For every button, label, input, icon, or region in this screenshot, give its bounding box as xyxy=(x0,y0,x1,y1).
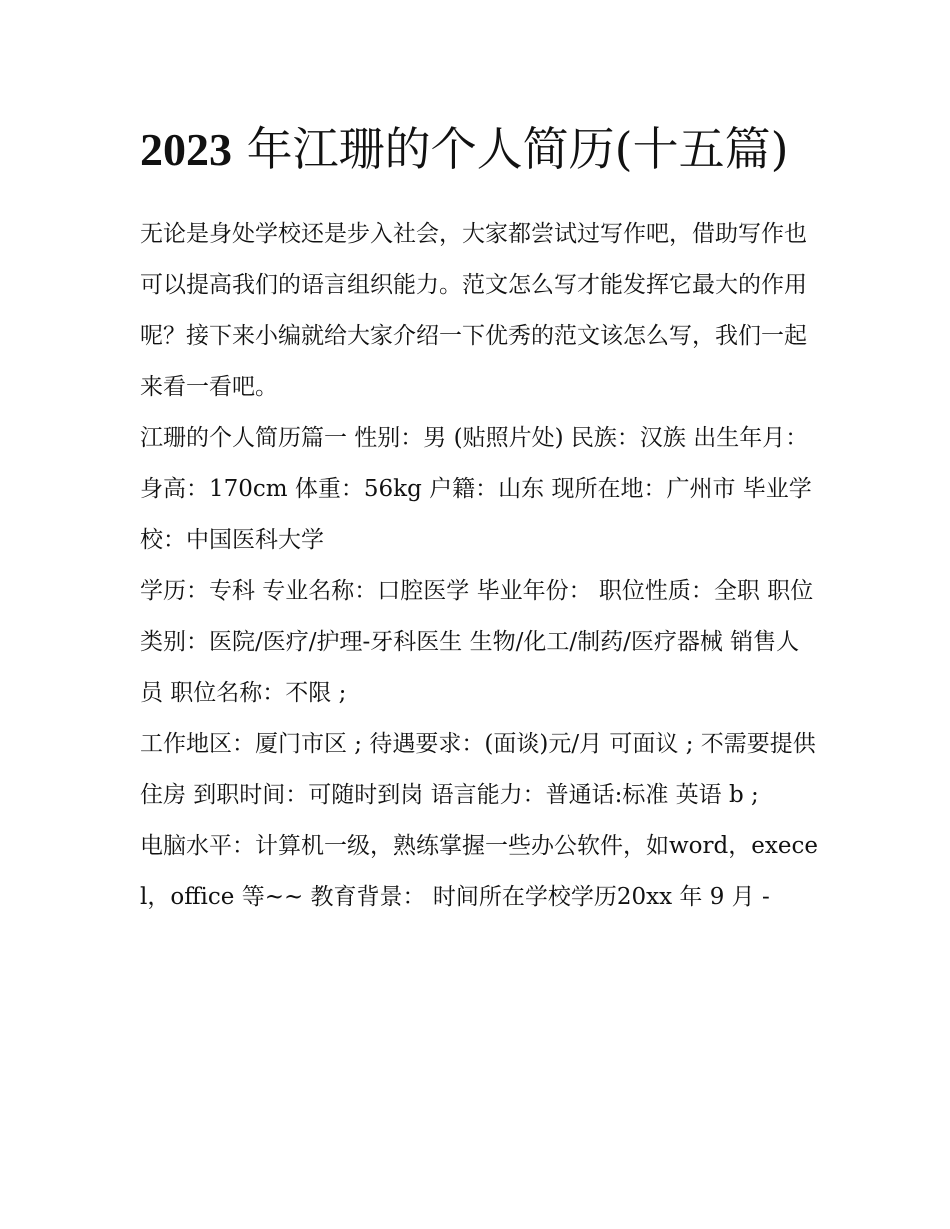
resume-work-preferences-paragraph: 工作地区：厦门市区 ; 待遇要求：(面谈)元/月 可面议 ; 不需要提供住房 到职时间：可随时到岗 语言能力：普通话:标准 英语 b ; xyxy=(140,731,816,808)
resume-education-job-paragraph: 学历：专科 专业名称：口腔医学 毕业年份： 职位性质：全职 职位类别：医院/医疗/护理-牙科医生 生物/化工/制药/医疗器械 销售人员 职位名称：不限 ; xyxy=(140,578,814,706)
document-page xyxy=(140,112,820,923)
document-body xyxy=(140,209,820,923)
intro-paragraph: 无论是身处学校还是步入社会，大家都尝试过写作吧，借助写作也可以提高我们的语言组织能力。范文怎么写才能发挥它最大的作用呢？接下来小编就给大家介绍一下优秀的范文该怎么写，我们一起来看一看吧。 xyxy=(140,221,807,400)
resume-skills-paragraph: 电脑水平：计算机一级，熟练掌握一些办公软件，如word，execel，office 等~~ 教育背景： 时间所在学校学历20xx 年 9 月 - xyxy=(140,833,818,910)
document-title xyxy=(140,112,820,187)
resume-basic-info-paragraph: 江珊的个人简历篇一 性别：男 (贴照片处) 民族：汉族 出生年月： 身高：170cm 体重：56kg 户籍：山东 现所在地：广州市 毕业学校：中国医科大学 xyxy=(140,425,812,553)
title-text: 年江珊的个人简历(十五篇) xyxy=(246,122,789,176)
title-year: 2023 xyxy=(140,124,232,175)
